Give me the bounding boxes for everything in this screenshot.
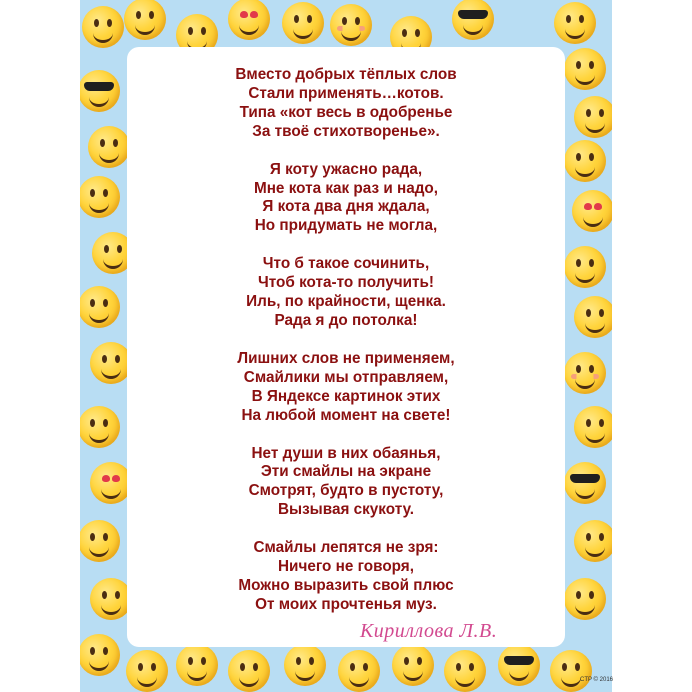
poem-line: Типа «кот весь в одобренье — [239, 103, 453, 121]
stanza — [127, 350, 565, 426]
kissing-emoji-icon — [80, 286, 120, 328]
poem-line: Вызывая скукоту. — [277, 501, 415, 519]
poem-line: В Яндексе картинок этих — [251, 387, 441, 405]
smiling-emoji-icon — [444, 650, 486, 692]
smiling-emoji-icon — [284, 644, 326, 686]
poem-line: Что б такое сочинить, — [262, 255, 430, 273]
poem-line: На любой момент на свете! — [241, 406, 451, 424]
heart-eyes-emoji-icon — [90, 462, 132, 504]
crying-emoji-icon — [574, 406, 612, 448]
author-signature: Кириллова Л.В. — [360, 620, 498, 642]
grimacing-emoji-icon — [82, 6, 124, 48]
poem-line: Смотрят, будто в пустоту, — [248, 482, 444, 500]
poem-line: От моих прочтенья муз. — [255, 595, 437, 613]
poem-line: Я коту ужасно рада, — [269, 160, 423, 178]
poem-line: Нет души в них обаянья, — [251, 444, 441, 462]
tongue-out-emoji-icon — [88, 126, 130, 168]
smiling-emoji-icon — [282, 2, 324, 44]
stanza — [127, 161, 565, 237]
stanza — [127, 255, 565, 331]
blushing-emoji-icon — [564, 352, 606, 394]
laughing-emoji-icon — [80, 520, 120, 562]
poem-line: Смайлы лепятся не зря: — [253, 539, 439, 557]
thermometer-emoji-icon — [564, 140, 606, 182]
poem-line: Чтоб кота-то получить! — [258, 274, 434, 292]
sunglasses-emoji-icon — [564, 462, 606, 504]
sunglasses-emoji-icon — [452, 0, 494, 40]
poem-line: Рада я до потолка! — [274, 311, 418, 329]
sunglasses-emoji-icon — [498, 644, 540, 686]
grinning-emoji-icon — [228, 650, 270, 692]
poem-line: Иль, по крайности, щенка. — [246, 293, 446, 311]
heart-eyes-emoji-icon — [572, 190, 612, 232]
tongue-out-emoji-icon — [574, 296, 612, 338]
poem-line: Мне кота как раз и надо, — [253, 179, 439, 197]
poem-line: Ничего не говоря, — [278, 558, 414, 576]
stanza — [127, 539, 565, 615]
stanza — [127, 445, 565, 521]
smiling-emoji-icon — [80, 176, 120, 218]
poem-line: Вместо добрых тёплых слов — [235, 66, 457, 83]
copyright-credit: CTP © 2016 — [580, 677, 613, 683]
smiling-emoji-icon — [90, 578, 132, 620]
poem-line: Лишних слов не применяем, — [237, 349, 455, 367]
poem-line: Смайлики мы отправляем, — [243, 368, 449, 386]
heart-eyes-emoji-icon — [228, 0, 270, 40]
smiling-emoji-icon — [80, 406, 120, 448]
thermometer-emoji-icon — [90, 342, 132, 384]
laughing-emoji-icon — [554, 2, 596, 44]
tongue-out-emoji-icon — [564, 48, 606, 90]
blushing-emoji-icon — [176, 644, 218, 686]
kissing-emoji-icon — [126, 650, 168, 692]
poem-line: Эти смайлы на экране — [260, 463, 432, 481]
poem-line: Стали применять…котов. — [248, 84, 444, 102]
sunglasses-emoji-icon — [80, 70, 120, 112]
frowning-emoji-icon — [574, 520, 612, 562]
winking-emoji-icon — [564, 246, 606, 288]
laughing-emoji-icon — [550, 650, 592, 692]
poem-line: Но придумать не могла, — [254, 217, 438, 235]
poem-line: Можно выразить свой плюс — [238, 576, 454, 594]
blushing-emoji-icon — [330, 4, 372, 46]
thermometer-emoji-icon — [392, 644, 434, 686]
grinning-emoji-icon — [574, 96, 612, 138]
poem-line: Я кота два дня ждала, — [262, 198, 430, 216]
stanza — [127, 66, 565, 142]
poem-line: За твоё стихотворенье». — [252, 122, 440, 140]
smiling-emoji-icon — [124, 0, 166, 40]
crying-emoji-icon — [338, 650, 380, 692]
laughing-emoji-icon — [564, 578, 606, 620]
smiling-emoji-icon — [80, 634, 120, 676]
poem-text — [127, 66, 565, 634]
